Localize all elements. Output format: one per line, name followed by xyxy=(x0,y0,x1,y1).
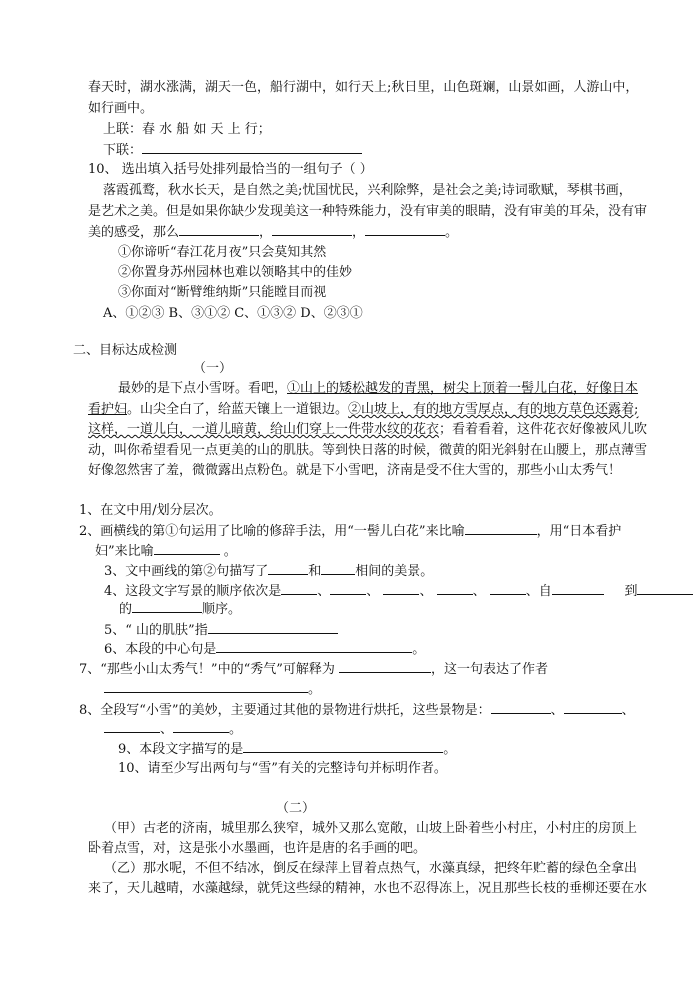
lower-couplet-label: 下联： xyxy=(103,143,143,158)
passage2-line-4: 来了，天儿越晴，水藻越绿，就凭这些绿的精神，水也不忍得冻上，况且那些长枝的垂柳还要在水 xyxy=(88,881,648,896)
q4-blank-6[interactable] xyxy=(552,582,604,595)
q8-end: 。 xyxy=(229,722,243,737)
passage2-line-2: 卧着点雪，对，这是张小水墨画，也许是唐的名手画的吧。 xyxy=(88,841,427,856)
q2-text: 2、画横线的第①句运用了比喻的修辞手法，用“一髻儿白花”来比喻 xyxy=(79,524,465,539)
q8-blank-3[interactable] xyxy=(104,720,160,733)
q8-text: 8、全段写“小雪”的美妙，主要通过其他的景物进行烘托，这些景物是： xyxy=(79,703,491,718)
q3-blank-1[interactable] xyxy=(268,562,308,575)
passage1-line-3: 这样，一道儿白，一道儿暗黄，给山们穿上一件带水纹的花衣；看着看着，这件花衣好像被风儿吹 xyxy=(88,422,648,437)
q10-paragraph-line-1: 落霞孤鹜，秋水长天，是自然之美;忧国忧民，兴利除弊，是社会之美;诗词歌赋，琴棋书画， xyxy=(103,183,632,198)
question-7-cont xyxy=(104,680,321,698)
q10-paragraph-text: 美的感受，那么 xyxy=(88,225,180,240)
q3-blank-2[interactable] xyxy=(321,562,355,575)
q8-blank-4[interactable] xyxy=(173,720,229,733)
q4-blank-5[interactable] xyxy=(490,582,526,595)
q4-blank-2[interactable] xyxy=(330,582,366,595)
q10-blank-3[interactable] xyxy=(365,223,445,236)
q3-text: 3、文中画线的第②句描写了 xyxy=(104,564,269,579)
q4-text: 4、这段文字写景的顺序依次是 xyxy=(104,584,282,599)
question-8-cont: 、 。 xyxy=(104,720,242,738)
passage2-line-3: （乙）那水呢，不但不结冰，倒反在绿萍上冒着点热气，水藻真绿，把终年贮蓄的绿色全拿出 xyxy=(104,861,638,876)
lower-couplet-blank[interactable] xyxy=(142,141,362,154)
passage1-line-5: 好像忽然害了羞，微微露出点粉色。就是下小雪吧，济南是受不住大雪的，那些小山太秀气！ xyxy=(88,463,622,478)
q4-from: 自 xyxy=(538,584,552,599)
question-3 xyxy=(104,562,433,580)
sentence-2-wavy-end: 这样，一道儿白，一道儿暗黄，给山们穿上一件带水纹的花衣 xyxy=(88,422,440,437)
q4-blank-8[interactable] xyxy=(132,600,202,613)
q7-blank-2[interactable] xyxy=(104,680,308,693)
q4-blank-7[interactable] xyxy=(637,582,693,595)
q10-blank-2[interactable] xyxy=(272,223,352,236)
passage1-line-1: 最妙的是下点小雪呀。看吧，①山上的矮松越发的青黑，树尖上顶着一髻儿白花，好像日本 xyxy=(118,381,639,396)
q10-stem: 10、 选出填入括号处排列最恰当的一组句子（ ） xyxy=(88,162,373,177)
q8-blank-2[interactable] xyxy=(564,701,622,714)
q6-blank[interactable] xyxy=(216,640,412,653)
intro-line-2: 如行画中。 xyxy=(88,101,154,116)
q10-choices: A、①②③ B、③①② C、①③② D、②③① xyxy=(103,306,363,321)
q3-end: 相间的美景。 xyxy=(355,564,434,579)
q6-text: 6、本段的中心句是 xyxy=(104,642,217,657)
q9-end: 。 xyxy=(443,742,457,757)
question-9 xyxy=(118,740,456,758)
question-6 xyxy=(104,640,425,658)
q2-text-2: ，用“日本看护 xyxy=(536,524,622,539)
q10-paragraph-line-2: 是艺术之美。但是如果你缺少发现美这一种特殊能力，没有审美的眼睛，没有审美的耳朵，没有审 xyxy=(88,204,648,219)
part2-label: （二） xyxy=(276,801,316,816)
q4-blank-3[interactable] xyxy=(383,582,419,595)
q7-text: 7、“那些小山太秀气！”中的“秀气”可解释为 xyxy=(79,662,335,677)
q5-blank[interactable] xyxy=(208,621,338,634)
question-4: 4、这段文字写景的顺序依次是 、 、 、 、 、自 到 xyxy=(104,582,693,600)
q4-blank-1[interactable] xyxy=(281,582,317,595)
intro-line-1: 春天时，湖水涨满，湖天一色，船行湖中，如行天上;秋日里，山色斑斓，山景如画，人游山中， xyxy=(88,80,639,95)
sentence-2-wavy: ②山坡上，有的地方雪厚点，有的地方草色还露着; xyxy=(348,402,639,417)
q10-paragraph-line-3: 美的感受，那么 ， ， 。 xyxy=(88,225,459,240)
passage1-line-4: 动，叫你希望看见一点更美的山的肌肤。等到快日落的时候，微黄的阳光斜射在山腰上，那点薄雪 xyxy=(88,443,648,458)
q4-order: 顺序。 xyxy=(202,602,242,617)
q10-blank-1[interactable] xyxy=(179,223,259,236)
q7-end: 。 xyxy=(308,682,322,697)
sentence-1-underlined-end: 看护妇 xyxy=(88,402,128,417)
q4-de: 的 xyxy=(119,602,133,617)
passage1-line-2: 看护妇。山尖全白了，给蓝天镶上一道银边。②山坡上，有的地方雪厚点，有的地方草色还露着; xyxy=(88,402,639,417)
question-1: 1、在文中用/划分层次。 xyxy=(79,503,222,518)
q6-end: 。 xyxy=(412,642,426,657)
section-heading: 二、目标达成检测 xyxy=(73,343,178,358)
q3-and: 和 xyxy=(308,564,322,579)
q10-option-3: ③你面对“断臂维纳斯”只能瞠目而视 xyxy=(118,285,327,300)
q9-text: 9、本段文字描写的是 xyxy=(118,742,244,757)
question-2 xyxy=(79,522,621,540)
sentence-1-underlined: ①山上的矮松越发的青黑，树尖上顶着一髻儿白花，好像日本 xyxy=(287,381,639,396)
q2-text-3: 妇”来比喻 xyxy=(95,544,154,559)
q2-blank-1[interactable] xyxy=(465,522,537,535)
q2-blank-2[interactable] xyxy=(154,542,220,555)
q10-option-2: ②你置身苏州园林也难以领略其中的佳妙 xyxy=(118,265,353,280)
lower-couplet xyxy=(103,141,362,159)
question-7 xyxy=(79,660,548,678)
question-10: 10、请至少写出两句与“雪”有关的完整诗句并标明作者。 xyxy=(118,761,447,776)
q4-blank-4[interactable] xyxy=(437,582,473,595)
upper-couplet: 上联：春 水 船 如 天 上 行； xyxy=(103,122,271,137)
q5-text: 5、“ 山的肌肤”指 xyxy=(104,623,208,638)
passage2-line-1: （甲）古老的济南，城里那么狭窄，城外又那么宽敞，山坡上卧着些小村庄，小村庄的房顶上 xyxy=(104,821,638,836)
q4-to: 到 xyxy=(624,584,638,599)
question-2-cont xyxy=(95,542,237,560)
q9-blank[interactable] xyxy=(243,740,443,753)
q10-option-1: ①你谛听“春江花月夜”只会莫知其然 xyxy=(118,245,327,260)
q7-blank-1[interactable] xyxy=(339,660,431,673)
q8-blank-1[interactable] xyxy=(491,701,551,714)
question-4-cont xyxy=(119,600,241,618)
q7-text-2: ，这一句表达了作者 xyxy=(431,662,549,677)
part1-label: （一） xyxy=(193,361,233,376)
question-8: 8、全段写“小雪”的美妙，主要通过其他的景物进行烘托，这些景物是： 、 、 xyxy=(79,703,635,718)
question-5 xyxy=(104,621,338,639)
q2-end: 。 xyxy=(223,544,237,559)
